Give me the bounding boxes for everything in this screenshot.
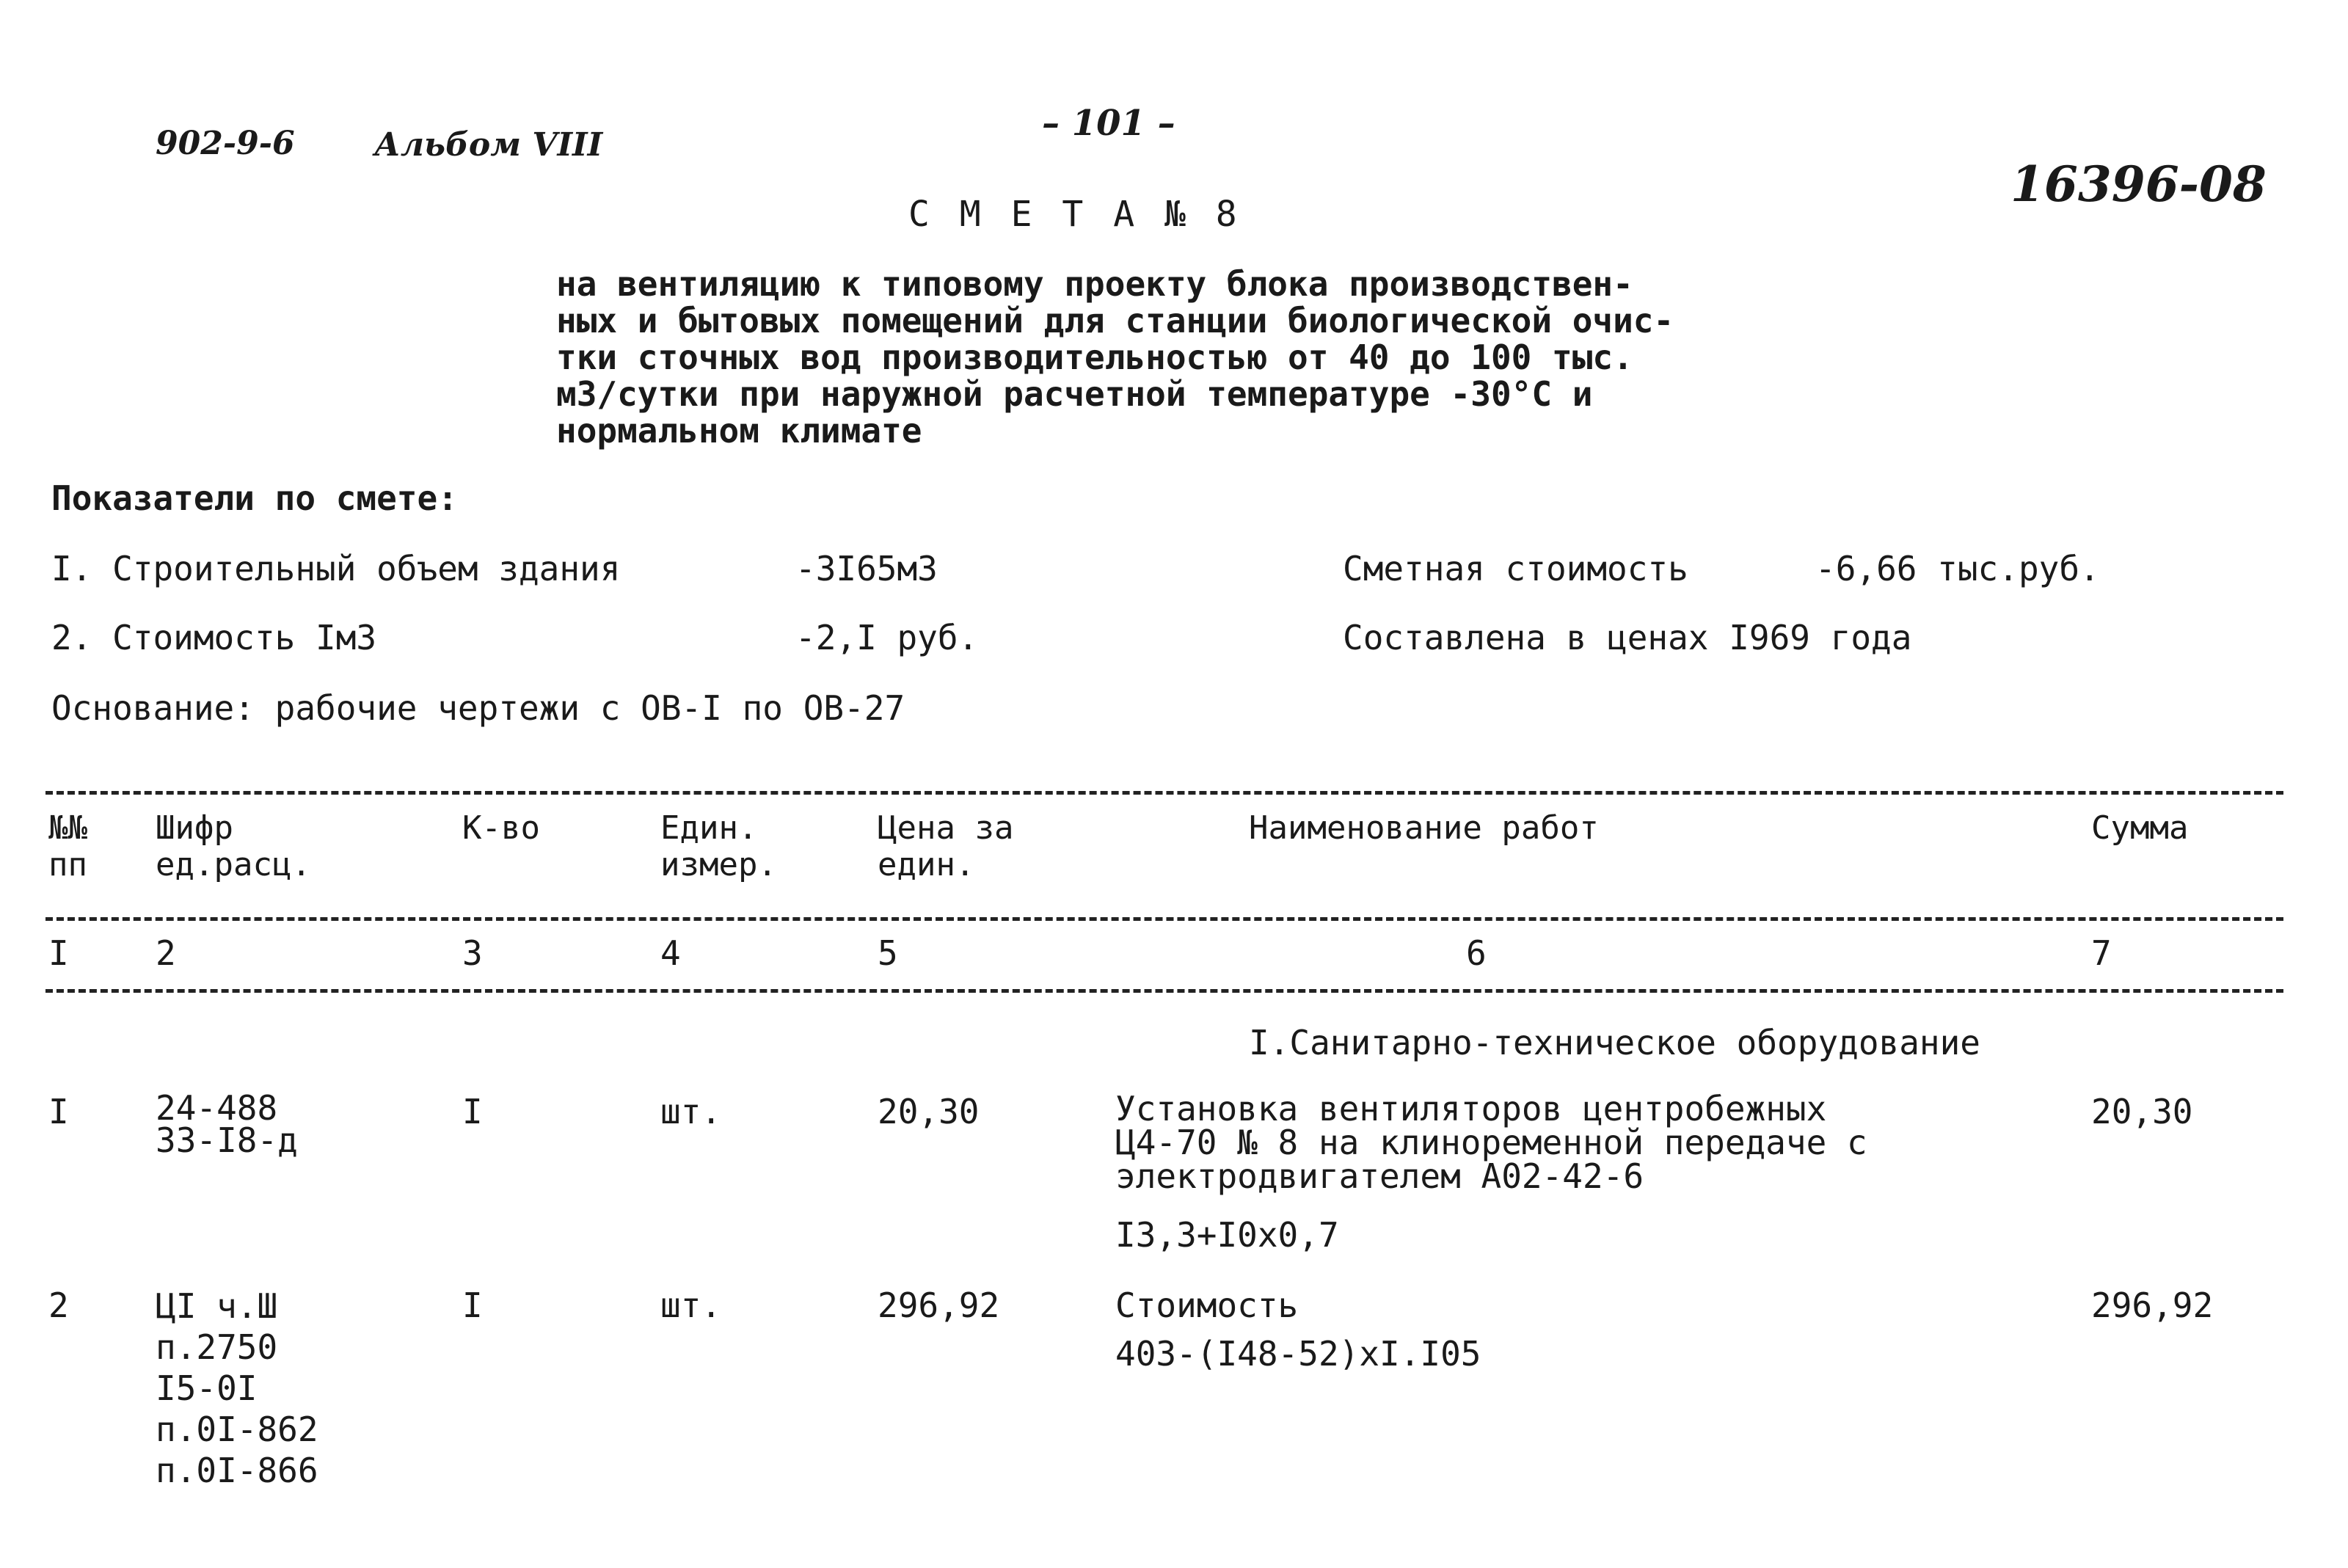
project-code: 902-9-6 [156,125,295,162]
table-top-rule [45,791,2283,795]
col-number: 2 [156,933,176,973]
description-line: м3/сутки при наружной расчетной температуре -30°С и [556,374,1593,414]
description-block [556,266,1674,449]
row-name: Установка вентиляторов центробежных Ц4-70 № 8 на клиноременной передаче с электродвигателем А02-42-6 [1115,1089,1867,1196]
estimated-cost-value: -6,66 тыс.руб. [1815,549,2100,588]
document-title: С М Е Т А № 8 [908,194,1242,235]
indicator-unit-cost-label: 2. Стоимость Iм3 [51,618,377,657]
col-number: 4 [660,933,681,973]
col-number: 7 [2091,933,2112,973]
indicator-volume-value: -3I65м3 [795,549,938,588]
col-number: I [48,933,69,973]
price-basis-year: Составлена в ценах I969 года [1343,618,1912,657]
row-num: I [48,1092,69,1131]
section-title: I.Санитарно-техническое оборудование [1249,1023,1980,1062]
description-line: ных и бытовых помещений для станции биологической очис- [556,301,1674,340]
indicators-heading: Показатели по смете: [51,478,458,518]
indicator-unit-cost-value: -2,I руб. [795,618,979,657]
col-header-price: Цена за един. [878,809,1014,883]
document-number: 16396-08 [2010,156,2267,213]
row-sum: 20,30 [2091,1092,2193,1131]
description-line: нормальном климате [556,411,922,451]
table-numbers-rule [45,989,2283,993]
description-line: на вентиляцию к типовому проекту блока производствен- [556,264,1633,304]
col-number: 5 [878,933,898,973]
row-code: 24-488 33-I8-д [156,1088,298,1160]
col-number: 3 [462,933,483,973]
page-number: – 101 – [1042,103,1175,144]
row-num: 2 [48,1286,69,1325]
description-line: тки сточных вод производительностью от 40 до 100 тыс. [556,338,1633,377]
row-price: 20,30 [878,1092,980,1131]
row-price: 296,92 [878,1286,1000,1325]
col-header-sum: Сумма [2091,809,2189,847]
indicator-volume-label: I. Строительный объем здания [51,549,621,588]
col-header-qty: К-во [462,809,540,847]
col-header-num: №№ пп [48,809,87,883]
row-qty: I [462,1286,483,1325]
estimated-cost-label: Сметная стоимость [1343,549,1688,588]
row-qty: I [462,1092,483,1131]
col-number: 6 [1466,933,1487,973]
table-header-rule [45,917,2283,921]
row-name: Стоимость [1115,1286,1299,1325]
row-formula: I3,3+I0х0,7 [1115,1215,1339,1255]
album-label: Альбом VIII [374,126,603,164]
row-unit: шт. [660,1286,722,1325]
col-header-unit: Един. измер. [660,809,777,883]
col-header-name: Наименование работ [1249,809,1599,847]
row-code: ЦI ч.Ш п.2750 I5-0I п.0I-862 п.0I-866 [156,1286,318,1490]
basis-note: Основание: рабочие чертежи с ОВ-I по ОВ-27 [51,688,905,728]
row-sum: 296,92 [2091,1286,2214,1325]
row-unit: шт. [660,1092,722,1131]
row-formula: 403-(I48-52)хI.I05 [1115,1334,1481,1374]
col-header-code: Шифр ед.расц. [156,809,311,883]
